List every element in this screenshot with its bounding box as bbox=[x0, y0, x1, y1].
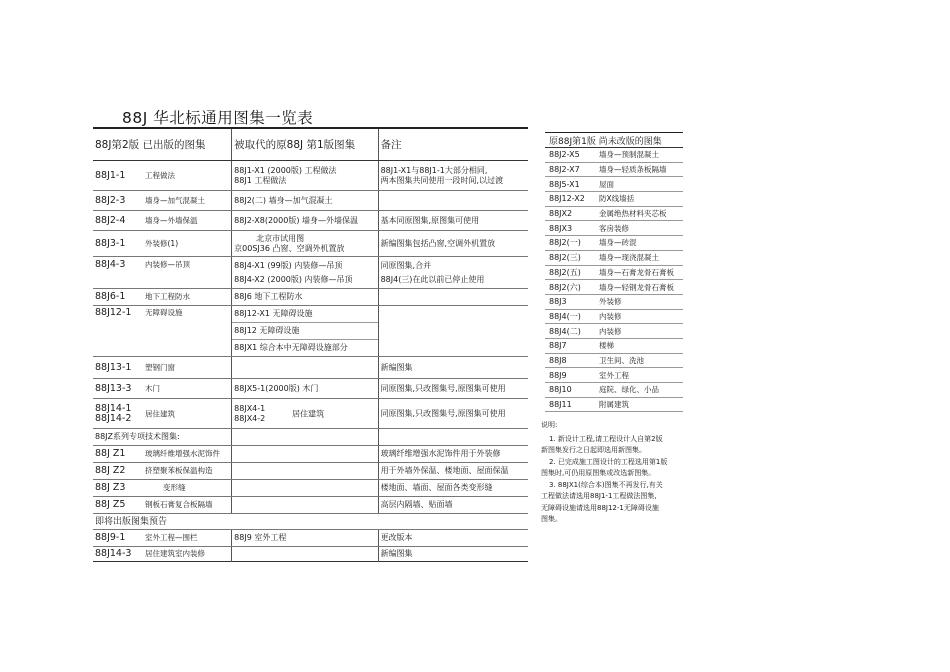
section-heading: 88JZ系列专项技术图集: bbox=[93, 429, 232, 446]
remark: 新编图集 bbox=[380, 549, 413, 558]
atlas-code: 88J11 bbox=[549, 400, 572, 410]
table-row bbox=[545, 383, 683, 398]
atlas-code: 88J2(三) bbox=[549, 253, 581, 263]
notes bbox=[541, 420, 701, 526]
table-row bbox=[93, 357, 528, 379]
remark: 同原图集,只改图集号,原图集可使用 bbox=[378, 399, 528, 429]
table-row bbox=[545, 397, 683, 412]
atlas-code: 88J3 bbox=[549, 297, 567, 307]
table-row bbox=[93, 257, 528, 289]
old-atlas: 88J9 室外工程 bbox=[232, 530, 378, 547]
table-row bbox=[93, 289, 528, 306]
atlas-name: 墙身—石膏龙骨石膏板 bbox=[599, 267, 674, 277]
old-atlas bbox=[232, 446, 378, 463]
atlas-code: 88J8 bbox=[549, 355, 567, 365]
unrevised-atlas-table bbox=[545, 132, 683, 412]
atlas-name: 居住建筑室内装修 bbox=[145, 549, 205, 558]
remark: 基本同原图集,原图集可使用 bbox=[378, 211, 528, 231]
atlas-name: 庭院、绿化、小品 bbox=[599, 385, 659, 395]
atlas-code: 88J13-1 bbox=[95, 361, 132, 373]
table-header: 原88J第1版 尚未改版的图集 bbox=[545, 133, 683, 148]
atlas-name: 金属绝热材料夹芯板 bbox=[599, 209, 667, 219]
remark: 玻璃纤维增强水泥饰件用于外装修 bbox=[378, 446, 528, 463]
table-row bbox=[545, 309, 683, 324]
table-row bbox=[93, 211, 528, 231]
atlas-name: 墙身—外墙保温 bbox=[145, 215, 198, 225]
table-header-row bbox=[93, 128, 528, 161]
remark: 高层内隔墙、贴面墙 bbox=[378, 497, 528, 514]
column-header: 被取代的原88J 第1版图集 bbox=[232, 128, 378, 161]
atlas-name: 附属建筑 bbox=[599, 400, 629, 410]
atlas-code: 88J3-1 bbox=[95, 237, 126, 249]
remark: 同原图集,合并 bbox=[380, 260, 432, 270]
atlas-code: 88J13-3 bbox=[95, 382, 132, 394]
old-atlas: 88JX1 综合本中无障碍设施部分 bbox=[234, 343, 348, 352]
atlas-name: 卫生间、洗池 bbox=[599, 355, 644, 365]
notes-label: 说明: bbox=[541, 421, 558, 429]
table-row bbox=[93, 446, 528, 463]
table-row bbox=[545, 353, 683, 368]
atlas-name: 木门 bbox=[145, 383, 160, 393]
atlas-code: 88J Z5 bbox=[95, 499, 126, 510]
remark: 两本图集共同使用一段时间,以过渡 bbox=[380, 175, 504, 185]
atlas-code: 88J7 bbox=[549, 341, 567, 351]
atlas-name: 变形缝 bbox=[163, 483, 186, 492]
atlas-name: 内装修—吊顶 bbox=[145, 260, 190, 269]
table-row bbox=[93, 191, 528, 211]
table-row bbox=[545, 206, 683, 221]
note-line: 工程做法请选用88J1-1工程做法图集, bbox=[541, 492, 657, 500]
table-row bbox=[545, 250, 683, 265]
atlas-name: 墙身—预制混凝土 bbox=[599, 150, 659, 160]
note-line: 无障碍设施请选用88J12-1无障碍设施 bbox=[541, 503, 659, 512]
table-row bbox=[545, 294, 683, 309]
old-atlas bbox=[232, 547, 378, 562]
old-atlas-name: 居住建筑 bbox=[292, 409, 325, 418]
atlas-code: 88J4(二) bbox=[549, 326, 581, 336]
atlas-code: 88J Z1 bbox=[95, 448, 126, 459]
remark bbox=[378, 306, 528, 357]
table-row bbox=[545, 177, 683, 192]
atlas-code: 88J4(一) bbox=[549, 311, 581, 321]
atlas-name: 楼梯 bbox=[599, 341, 614, 351]
atlas-name: 地下工程防水 bbox=[145, 292, 190, 301]
published-atlas-table bbox=[93, 127, 528, 562]
atlas-code: 88J Z3 bbox=[95, 482, 126, 493]
atlas-name: 墙身—轻钢龙骨石膏板 bbox=[599, 282, 674, 292]
old-atlas: 京00SJ36 凸窗、空调外机置放 bbox=[234, 243, 345, 253]
atlas-code: 88J12-1 bbox=[95, 307, 132, 318]
atlas-code: 88J2-3 bbox=[95, 194, 126, 206]
atlas-name: 室外工程 bbox=[599, 370, 629, 380]
old-atlas: 北京市试用图 bbox=[256, 233, 305, 243]
atlas-name: 防X线墙括 bbox=[599, 194, 635, 204]
remark bbox=[378, 289, 528, 306]
atlas-code: 88J4-3 bbox=[95, 259, 126, 270]
note-line: 2. 已完成施工图设计的工程选用第1版 bbox=[549, 457, 668, 466]
atlas-name: 居住建筑 bbox=[145, 409, 175, 418]
old-atlas bbox=[232, 497, 378, 514]
old-atlas: 88J4-X1 (99版) 内装修—吊顶 bbox=[234, 260, 343, 270]
atlas-name: 墙身—轻质条板隔墙 bbox=[599, 165, 667, 175]
atlas-name: 客房装修 bbox=[599, 223, 629, 233]
atlas-code: 88J9-1 bbox=[95, 532, 126, 543]
atlas-code: 88J2(六) bbox=[549, 282, 581, 292]
atlas-code: 88J10 bbox=[549, 385, 572, 395]
atlas-code: 88J9 bbox=[549, 370, 567, 380]
table-row bbox=[93, 399, 528, 429]
note-line: 3. 88JX1(综合本)图集不再发行,有关 bbox=[549, 480, 663, 489]
table-row bbox=[545, 236, 683, 251]
atlas-code: 88J12-X2 bbox=[549, 194, 585, 204]
column-header: 备注 bbox=[378, 128, 528, 161]
remark: 88J4(三)在此以前已停止使用 bbox=[380, 274, 485, 284]
atlas-name: 外装修(1) bbox=[145, 238, 179, 248]
atlas-name: 墙身—现浇混凝土 bbox=[599, 253, 659, 263]
table-row bbox=[93, 379, 528, 399]
atlas-code: 88J6-1 bbox=[95, 291, 126, 302]
atlas-name: 内装修 bbox=[599, 311, 622, 321]
remark: 用于外墙外保温、楼地面、屋面保温 bbox=[378, 463, 528, 480]
atlas-name: 室外工程—围栏 bbox=[145, 533, 198, 542]
note-line: 图集时,可仍用原图集或改选新图集。 bbox=[541, 469, 656, 477]
table-row bbox=[93, 306, 528, 357]
atlas-code: 88J14-2 bbox=[95, 412, 132, 424]
column-header: 88J第2版 已出版的图集 bbox=[93, 128, 232, 161]
old-atlas bbox=[232, 357, 378, 379]
remark: 更改版本 bbox=[378, 530, 528, 547]
old-atlas: 88JX4-2 bbox=[234, 413, 266, 423]
atlas-code: 88J2-4 bbox=[95, 214, 126, 226]
table-row bbox=[93, 530, 528, 547]
old-atlas bbox=[232, 463, 378, 480]
old-atlas: 88J1 工程做法 bbox=[234, 175, 287, 185]
note-line: 图集。 bbox=[541, 515, 562, 523]
old-atlas: 88J2(二) 墙身—加气混凝土 bbox=[232, 191, 378, 211]
atlas-code: 88J Z2 bbox=[95, 465, 126, 476]
atlas-name: 墙身—加气混凝土 bbox=[145, 195, 205, 205]
remark bbox=[378, 191, 528, 211]
atlas-code: 88J2-X7 bbox=[549, 165, 580, 175]
old-atlas: 88J4-X2 (2000版) 内装修—吊顶 bbox=[234, 274, 353, 284]
atlas-code: 88J5-X1 bbox=[549, 179, 580, 189]
table-row bbox=[93, 463, 528, 480]
table-row bbox=[545, 265, 683, 280]
atlas-name: 内装修 bbox=[599, 326, 622, 336]
table-row bbox=[545, 368, 683, 383]
remark: 同原图集,只改图集号,原图集可使用 bbox=[378, 379, 528, 399]
atlas-code: 88J14-3 bbox=[95, 548, 132, 559]
old-atlas: 88J6 地下工程防水 bbox=[232, 289, 378, 306]
old-atlas: 88J12-X1 无障碍设施 bbox=[232, 306, 377, 323]
table-row bbox=[545, 324, 683, 339]
old-atlas: 88J2-X8(2000版) 墙身—外墙保温 bbox=[232, 211, 378, 231]
table-row bbox=[93, 547, 528, 562]
old-atlas bbox=[232, 480, 378, 497]
table-row bbox=[93, 161, 528, 191]
atlas-code: 88J2-X5 bbox=[549, 150, 580, 160]
remark: 新编图集包括凸窗,空调外机置放 bbox=[378, 231, 528, 257]
remark: 楼地面、墙面、屋面各类变形缝 bbox=[378, 480, 528, 497]
old-atlas: 88J12 无障碍设施 bbox=[232, 323, 377, 340]
atlas-name: 外装修 bbox=[599, 297, 622, 307]
section-heading: 即将出版图集预告 bbox=[93, 514, 528, 530]
atlas-name: 塑钢门窗 bbox=[145, 362, 175, 372]
old-atlas: 88JX4-1 bbox=[234, 403, 266, 413]
atlas-code: 88J14-1 bbox=[95, 402, 132, 414]
table-row bbox=[93, 497, 528, 514]
section-heading-row bbox=[93, 514, 528, 530]
remark: 88J1-X1与88J1-1大部分相同, bbox=[380, 165, 488, 175]
atlas-name: 无障碍设施 bbox=[145, 308, 183, 317]
table-row bbox=[545, 338, 683, 353]
atlas-name: 钢板石膏复合板隔墙 bbox=[145, 500, 213, 509]
table-row bbox=[545, 192, 683, 207]
note-line: 1. 新设计工程,请工程设计人自第2版 bbox=[549, 434, 663, 443]
note-line: 新图集发行之日起即选用新图集。 bbox=[541, 446, 646, 454]
table-row bbox=[545, 280, 683, 295]
atlas-name: 挤塑聚苯板保温构造 bbox=[145, 466, 213, 475]
table-row bbox=[93, 231, 528, 257]
atlas-code: 88JX3 bbox=[549, 223, 573, 233]
remark: 新编图集 bbox=[378, 357, 528, 379]
table-row bbox=[93, 480, 528, 497]
atlas-code: 88J2(一) bbox=[549, 238, 581, 248]
atlas-name: 玻璃纤维增强水泥饰件 bbox=[145, 449, 220, 458]
table-row bbox=[545, 221, 683, 236]
atlas-name: 工程做法 bbox=[145, 170, 175, 180]
table-row bbox=[545, 148, 683, 163]
atlas-code: 88JX2 bbox=[549, 209, 573, 219]
atlas-code: 88J1-1 bbox=[95, 169, 126, 181]
atlas-name: 墙身—砖混 bbox=[599, 238, 637, 248]
table-row bbox=[545, 162, 683, 177]
old-atlas: 88J1-X1 (2000版) 工程做法 bbox=[234, 165, 337, 175]
atlas-code: 88J2(五) bbox=[549, 267, 581, 277]
atlas-name: 屋面 bbox=[599, 179, 614, 189]
page-title: 88J 华北标通用图集一览表 bbox=[122, 109, 314, 127]
section-heading-row bbox=[93, 429, 528, 446]
old-atlas: 88JX5-1(2000版) 木门 bbox=[232, 379, 378, 399]
